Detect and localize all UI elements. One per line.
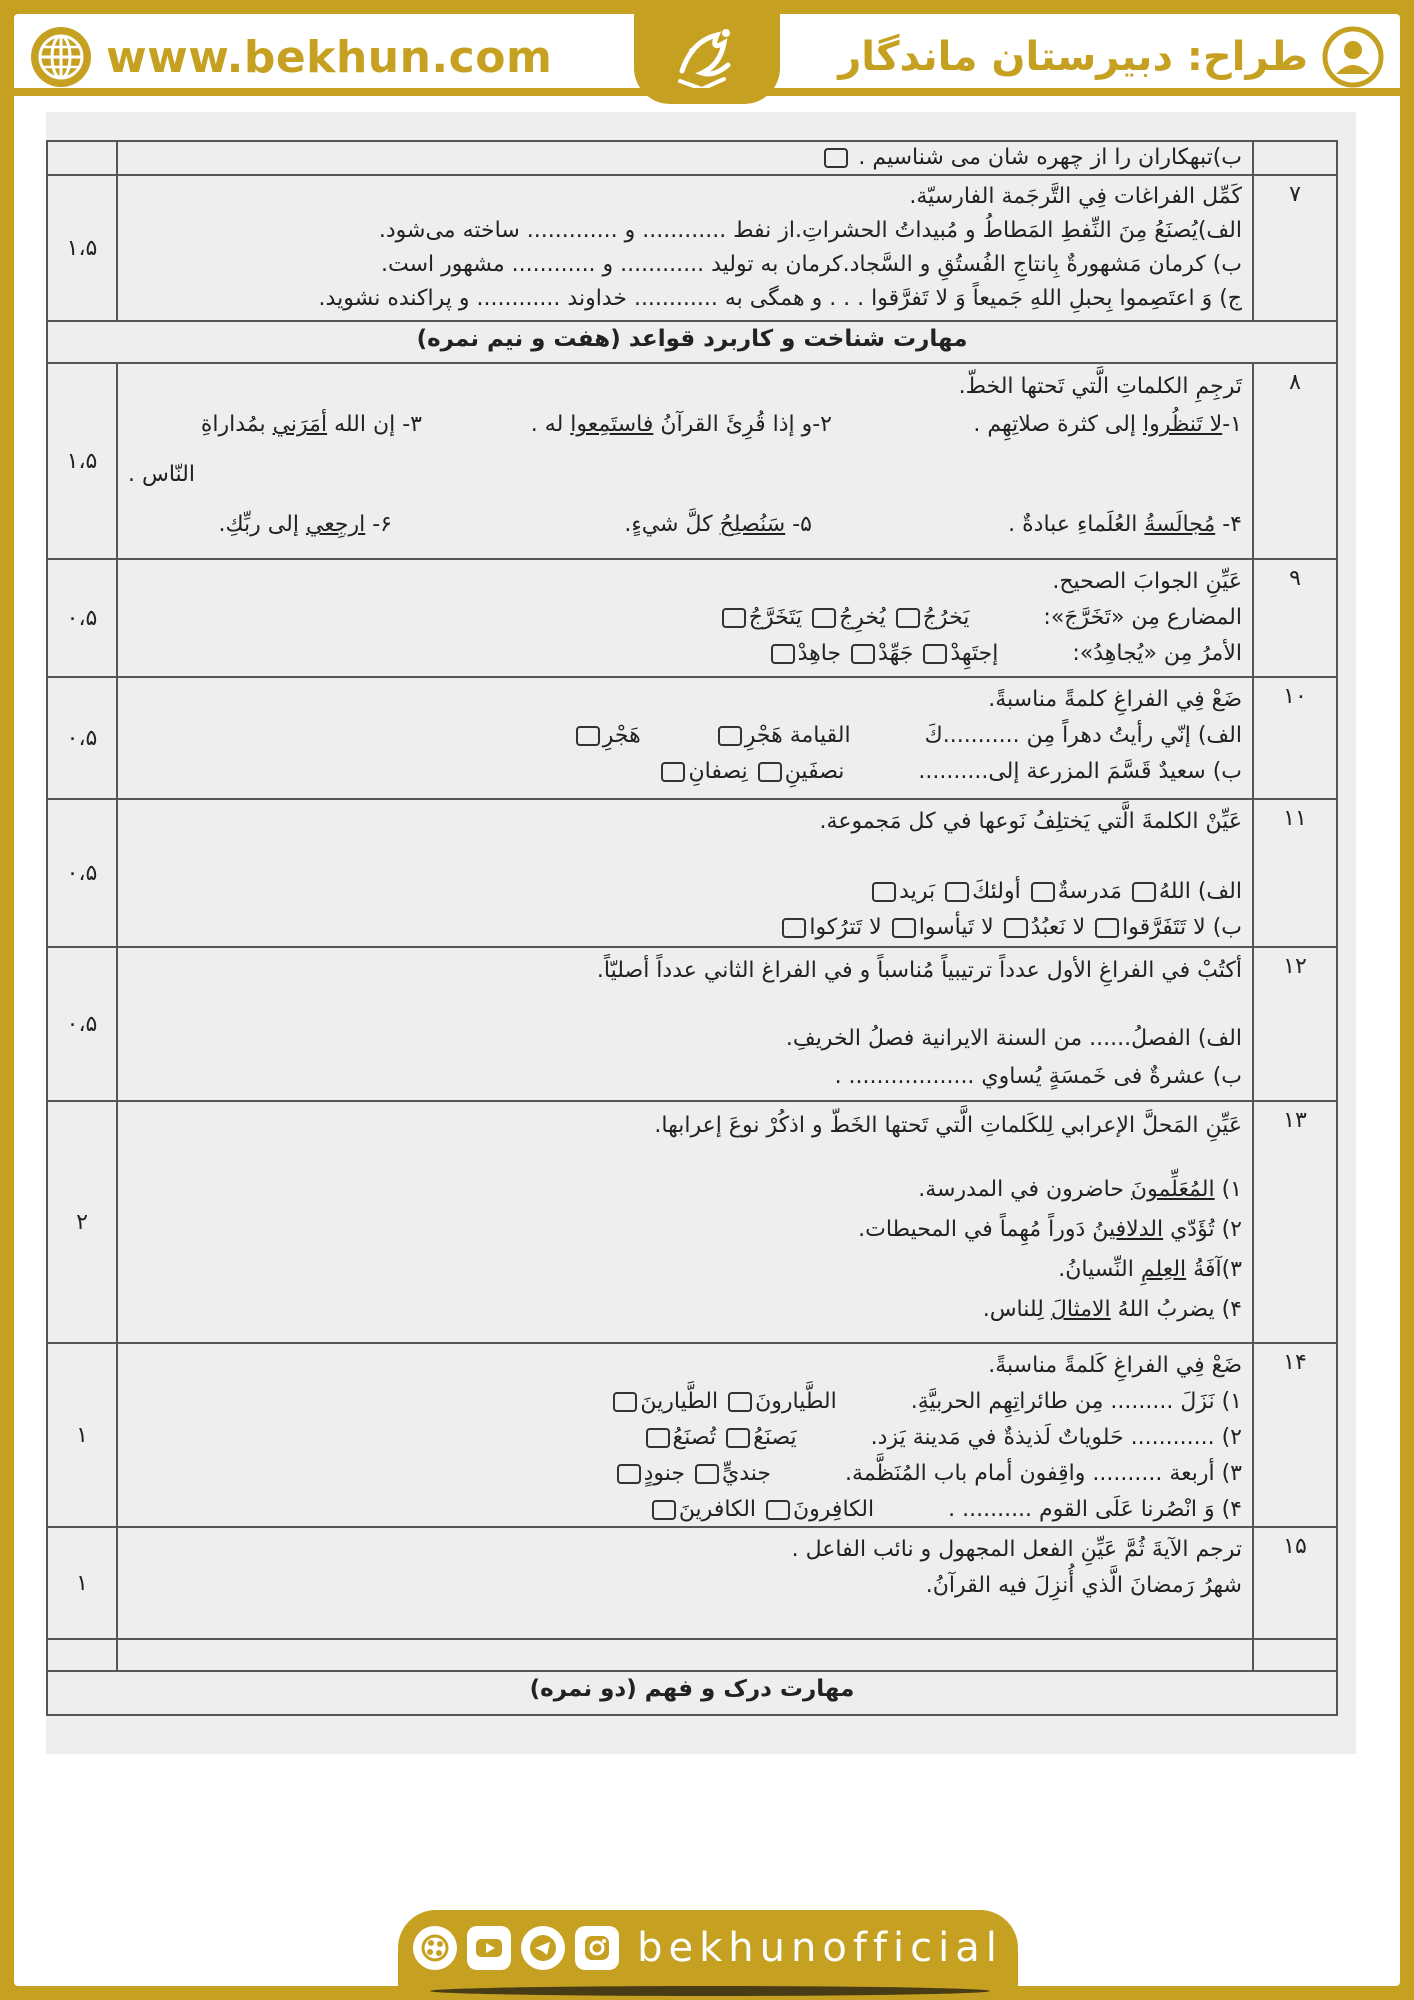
item-text: ۲) تُؤَدّي bbox=[1163, 1217, 1242, 1242]
option-checkbox[interactable] bbox=[1132, 882, 1156, 902]
question-title: کَمِّل الفراغات فِي التَّرجَمة الفارسيّة. bbox=[909, 184, 1242, 209]
option-label: أولئكَ bbox=[972, 879, 1021, 904]
question-number: ۱۲ bbox=[1252, 948, 1336, 1100]
question-body bbox=[118, 800, 1252, 946]
question-number bbox=[1252, 142, 1336, 174]
social-handle[interactable]: bekhunofficial bbox=[637, 1925, 1003, 1971]
option-label: لا نَعبُدُ bbox=[1030, 915, 1086, 940]
question-score bbox=[48, 1640, 118, 1670]
globe-icon bbox=[30, 26, 92, 88]
option-label: تُصنَعُ bbox=[672, 1425, 717, 1450]
option-checkbox[interactable] bbox=[718, 726, 742, 746]
question-score: ۰،۵ bbox=[48, 560, 118, 676]
question-number: ۹ bbox=[1252, 560, 1336, 676]
question-item bbox=[128, 600, 1242, 636]
item-text: ۲-و إذا قُرِئَ القرآنُ bbox=[653, 412, 832, 437]
item-text: له . bbox=[530, 412, 571, 437]
question-body bbox=[118, 142, 1252, 174]
question-item: ج) وَ اعتَصِموا بِحبلِ اللهِ جَميعاً وَ لا تَفرَّقوا . . . و همگی به ............ خداوند ............ و پراکنده نشوید. bbox=[318, 286, 1242, 311]
question-title: ترجم الآيةَ ثُمَّ عَيِّنِ الفعل المجهول و نائب الفاعل . bbox=[791, 1537, 1242, 1562]
option-checkbox[interactable] bbox=[617, 1464, 641, 1484]
question-item bbox=[128, 1384, 1242, 1420]
question-title: ضَعْ فِي الفراغِ كَلمةً مناسبةً. bbox=[988, 1353, 1242, 1378]
question-body bbox=[118, 948, 1252, 1100]
exam-table bbox=[46, 140, 1338, 1716]
question-body bbox=[118, 1102, 1252, 1342]
option-checkbox[interactable] bbox=[766, 1500, 790, 1520]
option-label: هَجْرِ bbox=[744, 723, 783, 748]
bekhun-logo-mark bbox=[662, 21, 752, 97]
question-item bbox=[128, 874, 1242, 910]
user-icon bbox=[1322, 26, 1384, 88]
option-checkbox[interactable] bbox=[722, 608, 746, 628]
option-checkbox[interactable] bbox=[613, 1392, 637, 1412]
telegram-icon[interactable] bbox=[521, 1926, 565, 1970]
underlined-word: العِلمِ bbox=[1140, 1257, 1187, 1282]
question-row-10 bbox=[48, 678, 1336, 800]
question-number: ۱۰ bbox=[1252, 678, 1336, 798]
question-item bbox=[219, 506, 392, 544]
option-label: جنديٍّ bbox=[722, 1461, 772, 1486]
question-number bbox=[1252, 1640, 1336, 1670]
option-label: يَخرُجُ bbox=[922, 605, 970, 630]
item-label: الأمرُ مِن «يُجاهِدُ»: bbox=[1072, 641, 1242, 666]
header-divider bbox=[14, 88, 1400, 96]
question-row-9 bbox=[48, 560, 1336, 678]
option-checkbox[interactable] bbox=[728, 1392, 752, 1412]
item-label: الف) bbox=[1197, 879, 1242, 904]
item-text: بمُداراةِ bbox=[200, 412, 273, 437]
question-item bbox=[128, 754, 1242, 790]
item-text: ۲) ............ حَلوياتٌ لَذيذةٌ في مَدينة يَزد. bbox=[870, 1425, 1242, 1450]
question-row-13 bbox=[48, 1102, 1336, 1344]
option-label: يَتَخَرَّجُ bbox=[748, 605, 803, 630]
question-row-top bbox=[48, 142, 1336, 176]
question-title: عَيِّنِ المَحلَّ الإعرابي لِلكَلماتِ الَّتي تَحتها الخَطّ و اذكُرْ نوعَ إعرابها. bbox=[654, 1113, 1242, 1138]
question-row-15 bbox=[48, 1528, 1336, 1640]
question-row-14 bbox=[48, 1344, 1336, 1528]
option-checkbox[interactable] bbox=[576, 726, 600, 746]
question-number: ۸ bbox=[1252, 364, 1336, 558]
option-checkbox[interactable] bbox=[892, 918, 916, 938]
question-score: ۲ bbox=[48, 1102, 118, 1342]
question-body bbox=[118, 364, 1252, 558]
question-body bbox=[118, 176, 1252, 320]
item-text: العُلَماءِ عبادةٌ . bbox=[1008, 512, 1145, 537]
website-text[interactable]: www.bekhun.com bbox=[106, 31, 553, 83]
question-row-8 bbox=[48, 364, 1336, 560]
question-title: عَيِّنْ الكلمةَ الَّتي يَختلِفُ نَوعها في كل مَجموعة. bbox=[819, 809, 1242, 834]
question-number: ۱۴ bbox=[1252, 1344, 1336, 1526]
underlined-word: سَنُصلِحُ bbox=[719, 512, 786, 537]
item-text: ۴) يضربُ اللهُ bbox=[1110, 1297, 1242, 1322]
question-item: الف)يُصنَعُ مِنَ النِّفطِ المَطاطُ و مُبيداتُ الحشراتِ.از نفط ............ و ............. ساخته می‌شود. bbox=[378, 218, 1242, 243]
section-heading-row bbox=[48, 322, 1336, 364]
option-label: لا تَيأسوا bbox=[918, 915, 994, 940]
question-body bbox=[118, 1640, 1252, 1670]
option-label: الكافِرونَ bbox=[793, 1497, 875, 1522]
question-body bbox=[118, 678, 1252, 798]
option-label: الطَّيارونَ bbox=[755, 1389, 837, 1414]
item-continuation: النّاس . bbox=[128, 462, 195, 487]
item-text: دَوراً مُهِماً في المحيطات. bbox=[858, 1217, 1093, 1242]
option-label: الطَّيارينَ bbox=[640, 1389, 719, 1414]
item-text: ۱) نَزَلَ ......... مِن طائراتِهِم الحربيَّةِ. bbox=[910, 1389, 1242, 1414]
question-title: تَرجِمِ الكلماتِ الَّتي تَحتها الخطّ. bbox=[958, 374, 1242, 399]
item-text: ۳) أربعة .......... واقِفون أمام باب المُنَظَّمة. bbox=[845, 1461, 1242, 1486]
option-label: اللهُ bbox=[1158, 879, 1191, 904]
option-label: يَصنَعُ bbox=[753, 1425, 797, 1450]
question-item bbox=[128, 1420, 1242, 1456]
underlined-word: ارجِعي bbox=[305, 512, 366, 537]
option-checkbox[interactable] bbox=[851, 644, 875, 664]
question-row-11 bbox=[48, 800, 1336, 948]
instagram-icon[interactable] bbox=[575, 1926, 619, 1970]
option-label: الكافرينَ bbox=[678, 1497, 757, 1522]
question-item bbox=[128, 718, 1242, 754]
footer-social-bar bbox=[398, 1910, 1018, 1986]
option-checkbox[interactable] bbox=[1095, 918, 1119, 938]
item-text: إلى ربِّكِ. bbox=[218, 512, 306, 537]
question-score: ۱،۵ bbox=[48, 176, 118, 320]
question-item: ب) كرمان مَشهورةٌ بِانتاجِ الفُستُقِ و السَّجاد.كرمان به توليد ............ و ............ مشهور است. bbox=[380, 252, 1242, 277]
item-text: لِلناس. bbox=[982, 1297, 1051, 1322]
option-label: هَجْرِ bbox=[602, 723, 641, 748]
youtube-icon[interactable] bbox=[467, 1926, 511, 1970]
option-checkbox[interactable] bbox=[812, 608, 836, 628]
question-number: ۱۵ bbox=[1252, 1528, 1336, 1638]
question-body bbox=[118, 560, 1252, 676]
question-title: ضَعْ فِي الفراغِ كلمةً مناسبةً. bbox=[988, 687, 1242, 712]
option-label: لا تَتَفَرَّقوا bbox=[1122, 915, 1206, 940]
item-text: ۱- bbox=[1222, 412, 1242, 437]
question-item: ب) عشرةٌ فی خَمسَةٍ يُساوي .................. . bbox=[834, 1064, 1242, 1089]
question-score: ۱،۵ bbox=[48, 364, 118, 558]
question-item bbox=[128, 1456, 1242, 1492]
option-checkbox[interactable] bbox=[872, 882, 896, 902]
question-score: ۰،۵ bbox=[48, 678, 118, 798]
underlined-word: لا تَنظُروا bbox=[1142, 412, 1223, 437]
option-checkbox[interactable] bbox=[646, 1428, 670, 1448]
question-score: ۰،۵ bbox=[48, 800, 118, 946]
item-text: ۵- bbox=[785, 512, 812, 537]
item-label: ب) bbox=[1212, 915, 1242, 940]
option-label: بَريد bbox=[899, 879, 936, 904]
question-item bbox=[128, 1492, 1242, 1528]
question-item: شهرُ رَمضانَ الَّذي أُنزِلَ فيه القرآنُ. bbox=[925, 1573, 1242, 1598]
option-checkbox[interactable] bbox=[896, 608, 920, 628]
underlined-word: الامثالَ bbox=[1050, 1297, 1111, 1322]
question-score: ۱ bbox=[48, 1528, 118, 1638]
question-number: ۱۳ bbox=[1252, 1102, 1336, 1342]
designer-text: طراح: دبیرستان ماندگار bbox=[838, 34, 1308, 80]
option-label: جَهِّدْ bbox=[878, 641, 914, 666]
option-checkbox[interactable] bbox=[945, 882, 969, 902]
question-row-12 bbox=[48, 948, 1336, 1102]
option-checkbox[interactable] bbox=[652, 1500, 676, 1520]
option-checkbox[interactable] bbox=[726, 1428, 750, 1448]
option-checkbox[interactable] bbox=[771, 644, 795, 664]
question-item bbox=[128, 1170, 1242, 1210]
item-text: ۳)آفَةُ bbox=[1186, 1257, 1242, 1282]
question-body bbox=[118, 1528, 1252, 1638]
option-checkbox[interactable] bbox=[661, 762, 685, 782]
statement-text: ب)تبهکاران را از چهره شان می شناسیم . bbox=[858, 145, 1242, 170]
footer-shadow bbox=[430, 1986, 990, 1996]
question-item bbox=[531, 406, 832, 444]
option-label: إجتَهِدْ bbox=[950, 641, 999, 666]
item-text: ۶- bbox=[365, 512, 392, 537]
option-checkbox[interactable] bbox=[923, 644, 947, 664]
aparat-icon[interactable] bbox=[413, 1926, 457, 1970]
section-heading: مهارت درک و فهم (دو نمره) bbox=[529, 1676, 855, 1702]
question-item bbox=[128, 1210, 1242, 1250]
question-item bbox=[128, 1290, 1242, 1330]
item-text: ۱) bbox=[1214, 1177, 1242, 1202]
answer-checkbox[interactable] bbox=[824, 148, 848, 168]
question-item bbox=[128, 1250, 1242, 1290]
question-item bbox=[973, 406, 1242, 444]
question-item bbox=[1008, 506, 1242, 544]
option-checkbox[interactable] bbox=[782, 918, 806, 938]
item-label: المضارع مِن «تَخَرَّجَ»: bbox=[1043, 605, 1242, 630]
question-score: ۱ bbox=[48, 1344, 118, 1526]
section-heading: مهارت شناخت و کاربرد قواعد (هفت و نیم نمره) bbox=[416, 326, 968, 352]
option-label: مَدرسةٌ bbox=[1057, 879, 1122, 904]
option-checkbox[interactable] bbox=[1031, 882, 1055, 902]
question-item bbox=[128, 636, 1242, 672]
question-item bbox=[128, 910, 1242, 946]
underlined-word: الدلافينُ bbox=[1092, 1217, 1164, 1242]
question-title: أكتُبْ في الفراغِ الأول عدداً ترتيبياً مُناسباً و في الفراغ الثاني عدداً أصليّاً. bbox=[596, 958, 1242, 983]
option-label: جنودٍ bbox=[643, 1461, 686, 1486]
question-number: ۷ bbox=[1252, 176, 1336, 320]
option-label: يُخرِجُ bbox=[839, 605, 886, 630]
section-heading-row bbox=[48, 1672, 1336, 1714]
underlined-word: فاستَمِعوا bbox=[570, 412, 654, 437]
option-label: القيامة bbox=[789, 723, 851, 748]
item-text: الف) إنّي رأيتُ دهراً مِن ...........كَ bbox=[924, 723, 1242, 748]
item-text: كلَّ شيءٍ. bbox=[624, 512, 720, 537]
question-item bbox=[624, 506, 812, 544]
underlined-word: مُجالَسةُ bbox=[1144, 512, 1216, 537]
item-text: ۳- إن الله bbox=[327, 412, 422, 437]
question-score: ۰،۵ bbox=[48, 948, 118, 1100]
option-label: نصفَينِ bbox=[784, 759, 845, 784]
website-link[interactable] bbox=[30, 24, 552, 90]
item-text: النِّسيانُ. bbox=[1058, 1257, 1141, 1282]
option-checkbox[interactable] bbox=[758, 762, 782, 782]
item-text: ب) سعيدٌ قَسَّمَ المزرعة إلى.......... bbox=[918, 759, 1242, 784]
question-body bbox=[118, 1344, 1252, 1526]
option-label: جاهِدْ bbox=[797, 641, 842, 666]
designer-credit bbox=[838, 24, 1384, 90]
item-text: ۴- bbox=[1215, 512, 1242, 537]
item-text: إلى كثرة صلاتِهِم . bbox=[973, 412, 1143, 437]
blank-row bbox=[48, 1640, 1336, 1672]
option-checkbox[interactable] bbox=[695, 1464, 719, 1484]
item-text: ۴) وَ انْصُرنا عَلَى القوم .......... . bbox=[948, 1497, 1242, 1522]
question-row-7 bbox=[48, 176, 1336, 322]
question-score bbox=[48, 142, 118, 174]
underlined-word: المُعَلِّمونَ bbox=[1130, 1177, 1215, 1202]
question-title: عَيِّنِ الجوابَ الصحيح. bbox=[1052, 569, 1242, 594]
question-number: ۱۱ bbox=[1252, 800, 1336, 946]
question-item bbox=[201, 406, 422, 444]
item-text: حاضرون في المدرسة. bbox=[918, 1177, 1131, 1202]
underlined-word: أمَرَني bbox=[272, 412, 328, 437]
option-label: نِصفانِ bbox=[688, 759, 748, 784]
option-label: لا تَترُكوا bbox=[809, 915, 882, 940]
question-item: الف) الفصلُ...... من السنة الايرانية فصلُ الخريفِ. bbox=[785, 1026, 1242, 1051]
option-checkbox[interactable] bbox=[1004, 918, 1028, 938]
